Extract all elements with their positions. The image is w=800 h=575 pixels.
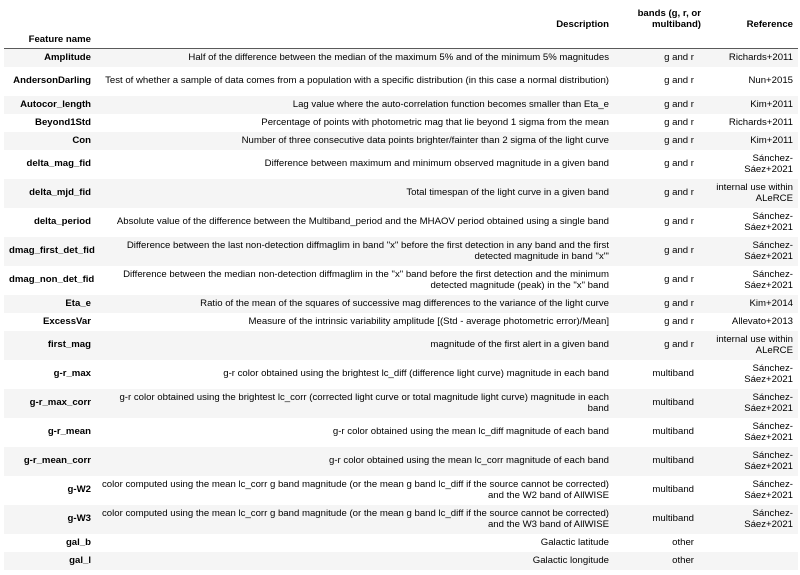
feature-description: Test of whether a sample of data comes from a population with a specific distribution (in this case a normal distribution) xyxy=(105,75,609,87)
feature-reference: Sánchez-Sáez+2021 xyxy=(744,152,793,175)
feature-description: Galactic longitude xyxy=(532,554,609,566)
column-header-bands: bands (g, r, or multiband) xyxy=(637,8,701,30)
feature-bands: g and r xyxy=(664,116,694,128)
feature-bands: multiband xyxy=(652,484,694,496)
feature-name: Amplitude xyxy=(44,52,91,64)
table-row xyxy=(4,132,798,150)
table-row xyxy=(4,552,798,570)
feature-bands: other xyxy=(672,554,694,566)
feature-name: g-W3 xyxy=(67,513,91,525)
feature-bands: g and r xyxy=(664,297,694,309)
feature-bands: g and r xyxy=(664,245,694,257)
header-row-index xyxy=(4,30,798,49)
feature-name: delta_mag_fid xyxy=(26,158,91,170)
feature-name: g-r_mean_corr xyxy=(23,455,91,467)
feature-bands: g and r xyxy=(664,75,694,87)
feature-description: g-r color obtained using the mean lc_diff magnitude of each band xyxy=(332,426,609,438)
index-header-feature-name: Feature name xyxy=(4,30,96,49)
feature-reference: Kim+2011 xyxy=(750,134,793,146)
header-row-columns xyxy=(4,0,798,30)
feature-description: Lag value where the auto-correlation function becomes smaller than Eta_e xyxy=(292,98,609,110)
table-row xyxy=(4,534,798,552)
table-row xyxy=(4,360,798,389)
feature-bands: g and r xyxy=(664,216,694,228)
feature-bands: multiband xyxy=(652,455,694,467)
feature-reference: Nun+2015 xyxy=(748,75,793,87)
feature-reference: Allevato+2013 xyxy=(731,315,793,327)
feature-name: g-r_max xyxy=(53,368,91,380)
feature-description: Half of the difference between the median of the maximum 5% and of the minimum 5% magnitudes xyxy=(188,52,609,64)
table-row xyxy=(4,418,798,447)
feature-name: gal_b xyxy=(65,536,91,548)
table-row xyxy=(4,389,798,418)
feature-reference: Kim+2014 xyxy=(749,297,793,309)
feature-description: Measure of the intrinsic variability amplitude [(Std - average photometric error)/Mean] xyxy=(248,315,609,327)
feature-description: g-r color obtained using the brightest lc_corr (corrected light curve or total magnitude light curve) magnitude in each band xyxy=(119,391,609,414)
feature-name: Autocor_length xyxy=(20,98,91,110)
feature-description: Total timespan of the light curve in a given band xyxy=(406,187,609,199)
feature-description: magnitude of the first alert in a given band xyxy=(430,339,609,351)
feature-bands: g and r xyxy=(664,315,694,327)
feature-name: g-r_max_corr xyxy=(29,397,91,409)
feature-name: ExcessVar xyxy=(42,315,91,327)
feature-name: AndersonDarling xyxy=(13,75,91,87)
feature-bands: other xyxy=(672,536,694,548)
feature-reference xyxy=(706,534,798,552)
table-row xyxy=(4,295,798,313)
feature-name: dmag_non_det_fid xyxy=(9,274,95,286)
feature-name: g-r_mean xyxy=(47,426,91,438)
table-row xyxy=(4,150,798,179)
feature-bands: g and r xyxy=(664,52,694,64)
feature-name: delta_mjd_fid xyxy=(29,187,91,199)
feature-bands: g and r xyxy=(664,274,694,286)
table-row xyxy=(4,237,798,266)
feature-bands: multiband xyxy=(652,368,694,380)
header-blank xyxy=(4,0,96,30)
table-row xyxy=(4,179,798,208)
table-row xyxy=(4,49,798,67)
feature-bands: multiband xyxy=(652,426,694,438)
feature-reference: Sánchez-Sáez+2021 xyxy=(744,362,793,385)
feature-reference: internal use within ALeRCE xyxy=(716,181,793,204)
feature-bands: g and r xyxy=(664,134,694,146)
feature-name: Con xyxy=(72,134,91,146)
feature-reference: Richards+2011 xyxy=(728,116,793,128)
feature-description: Percentage of points with photometric mag that lie beyond 1 sigma from the mean xyxy=(261,116,609,128)
feature-reference: Sánchez-Sáez+2021 xyxy=(744,507,793,530)
feature-reference: Kim+2011 xyxy=(750,98,793,110)
feature-reference: Sánchez-Sáez+2021 xyxy=(744,478,793,501)
feature-description: g-r color obtained using the brightest lc_diff (difference light curve) magnitude in each band xyxy=(223,368,609,380)
feature-description: Number of three consecutive data points brighter/fainter than 2 sigma of the light curve xyxy=(241,134,609,146)
feature-bands: g and r xyxy=(664,187,694,199)
feature-reference: Sánchez-Sáez+2021 xyxy=(744,210,793,233)
features-table xyxy=(4,0,798,570)
feature-reference xyxy=(706,552,798,570)
feature-name: first_mag xyxy=(47,339,91,351)
feature-description: Ratio of the mean of the squares of successive mag differences to the variance of the light curve xyxy=(200,297,609,309)
column-header-description: Description xyxy=(556,19,609,30)
header-blank xyxy=(96,30,614,49)
table-row xyxy=(4,208,798,237)
feature-name: g-W2 xyxy=(67,484,91,496)
table-row xyxy=(4,331,798,360)
table-row xyxy=(4,476,798,505)
feature-reference: Richards+2011 xyxy=(728,52,793,64)
table-row xyxy=(4,67,798,96)
header-blank xyxy=(614,30,706,49)
table-row xyxy=(4,505,798,534)
column-header-reference: Reference xyxy=(746,19,793,30)
feature-bands: g and r xyxy=(664,158,694,170)
feature-name: Beyond1Std xyxy=(35,116,91,128)
feature-bands: g and r xyxy=(664,339,694,351)
feature-description: Galactic latitude xyxy=(540,536,609,548)
feature-description: color computed using the mean lc_corr g band magnitude (or the mean g band lc_diff if the source cannot be corrected) and the W2 band of AllWISE xyxy=(102,478,609,501)
feature-description: Difference between the last non-detection diffmaglim in band "x" before the first detection in any band and the first detected magnitude in band "x"' xyxy=(126,239,609,262)
feature-name: gal_l xyxy=(69,554,91,566)
feature-description: Absolute value of the difference between the Multiband_period and the MHAOV period obtained using a single band xyxy=(116,216,609,228)
feature-reference: Sánchez-Sáez+2021 xyxy=(744,268,793,291)
feature-bands: multiband xyxy=(652,397,694,409)
feature-description: Difference between the median non-detection diffmaglim in the "x" band before the first detection and the minimum detected magnitude (peak) in the "x" band xyxy=(123,268,609,291)
table-row xyxy=(4,447,798,476)
feature-reference: Sánchez-Sáez+2021 xyxy=(744,391,793,414)
table-row xyxy=(4,266,798,295)
feature-bands: g and r xyxy=(664,98,694,110)
feature-reference: Sánchez-Sáez+2021 xyxy=(744,420,793,443)
table-header xyxy=(4,0,798,49)
header-blank xyxy=(706,30,798,49)
feature-reference: Sánchez-Sáez+2021 xyxy=(744,449,793,472)
feature-description: color computed using the mean lc_corr g band magnitude (or the mean g band lc_diff if the source cannot be corrected) and the W3 band of AllWISE xyxy=(102,507,609,530)
feature-reference: internal use within ALeRCE xyxy=(716,333,793,356)
table-row xyxy=(4,96,798,114)
feature-name: delta_period xyxy=(33,216,91,228)
table-body xyxy=(4,49,798,570)
table-row xyxy=(4,114,798,132)
table-row xyxy=(4,313,798,331)
feature-reference: Sánchez-Sáez+2021 xyxy=(744,239,793,262)
feature-description: Difference between maximum and minimum observed magnitude in a given band xyxy=(264,158,609,170)
feature-name: Eta_e xyxy=(65,297,91,309)
feature-bands: multiband xyxy=(652,513,694,525)
feature-description: g-r color obtained using the mean lc_corr magnitude of each band xyxy=(329,455,609,467)
feature-name: dmag_first_det_fid xyxy=(9,245,95,257)
